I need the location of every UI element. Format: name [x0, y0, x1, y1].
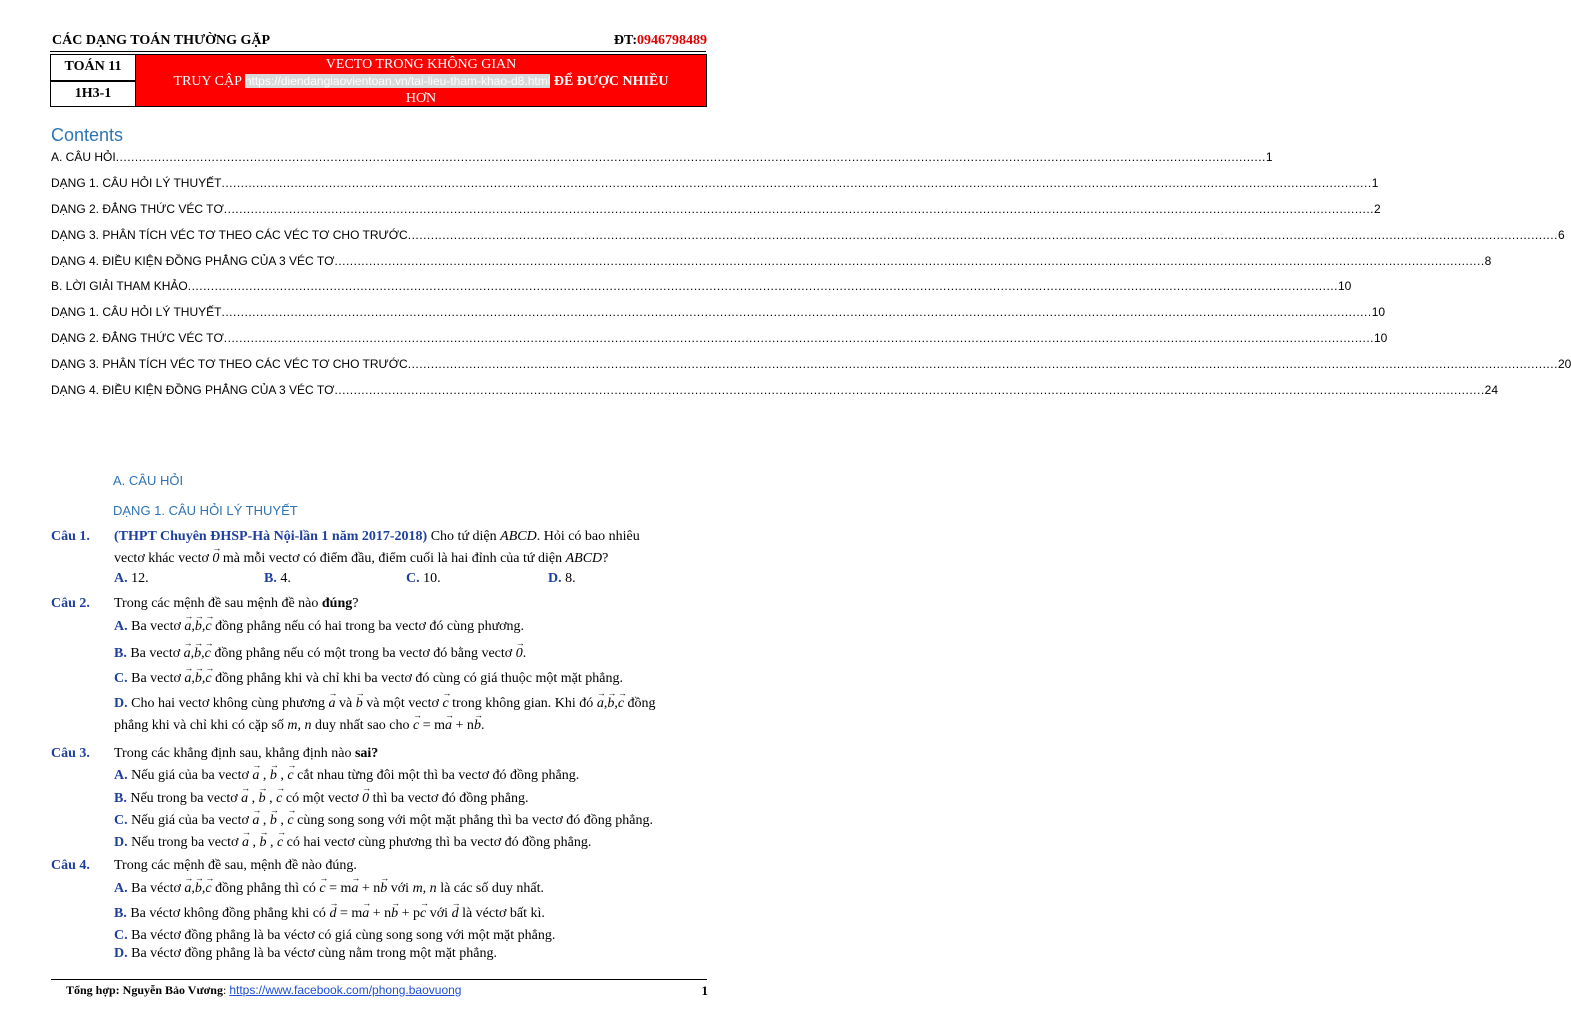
q2-label: Câu 2.: [51, 596, 90, 611]
toc-page: 1: [1265, 150, 1273, 164]
toc-page: 8: [1484, 253, 1492, 268]
q1-option-a: A. 12.: [114, 571, 149, 586]
toc-leader: ............................................................................................................................................................................................................................................................................................................: [223, 331, 1374, 346]
toc-entry[interactable]: [51, 175, 1379, 202]
q3-option-c: C. Nếu giá của ba vectơ → a , → b , → c cùng song song với một mặt phẳng thì ba vectơ đó đồng phẳng.: [114, 810, 709, 832]
banner-title: VECTO TRONG KHÔNG GIAN: [325, 57, 517, 72]
q4-option-d: D. Ba véctơ đồng phẳng là ba véctơ cùng nằm trong một mặt phẳng.: [114, 946, 498, 961]
q4-label: Câu 4.: [51, 858, 90, 873]
q3-option-d: D. Nếu trong ba vectơ → a , → b , → c có hai vectơ cùng phương thì ba vectơ đó đồng phẳng.: [114, 832, 709, 854]
toc-label: DẠNG 4. ĐIỀU KIỆN ĐỒNG PHẲNG CỦA 3 VÉC TƠ: [51, 383, 335, 398]
q1-option-d: D. 8.: [548, 571, 576, 586]
toc-label: B. LỜI GIẢI THAM KHẢO: [51, 279, 188, 294]
toc-page: 24: [1484, 383, 1499, 398]
toc-page: 10: [1371, 305, 1386, 320]
q1-text: (THPT Chuyên ĐHSP-Hà Nội-lần 1 năm 2017-2018) Cho tứ diện ABCD. Hỏi có bao nhiêu vectơ khác vectơ → 0 mà mỗi vectơ có điểm đầu, điểm cuối là hai đỉnh của tứ diện ABCD?: [114, 526, 709, 570]
banner-title-box: VECTO TRONG KHÔNG GIAN TRUY CẬP https://diendangiaovientoan.vn/tai-lieu-tham-khao-d8.html ĐỂ ĐƯỢC NHIỀU HƠN: [135, 54, 707, 107]
q4-option-a: A. Ba véctơ → a,→ b,→ c đồng phẳng thì có → c = m→ a + n→ b với m, n là các số duy nhất.: [114, 878, 709, 900]
toc-label: DẠNG 3. PHÂN TÍCH VÉC TƠ THEO CÁC VÉC TƠ CHO TRƯỚC: [51, 357, 408, 372]
lesson-code: 1H3-1: [50, 81, 135, 108]
header-title: CÁC DẠNG TOÁN THƯỜNG GẶP: [52, 33, 271, 48]
header-divider: [50, 51, 706, 52]
toc-page: 20: [1557, 357, 1571, 372]
toc-label: DẠNG 1. CÂU HỎI LÝ THUYẾT: [51, 175, 222, 190]
q4-option-b: B. Ba véctơ không đồng phẳng khi có → d = m→ a + n→ b + p→ c với → d là véctơ bất kì.: [114, 903, 709, 925]
q3-stem: Trong các khẳng định sau, khẳng định nào sai?: [114, 746, 379, 761]
toc-leader: ............................................................................................................................................................................................................................................................................................................: [334, 253, 1485, 268]
contents-title: Contents: [51, 125, 124, 145]
table-of-contents: [51, 150, 1571, 409]
toc-label: DẠNG 3. PHÂN TÍCH VÉC TƠ THEO CÁC VÉC TƠ CHO TRƯỚC: [51, 227, 408, 242]
q1-option-c: C. 10.: [406, 571, 441, 586]
q2-option-d: D. Cho hai vectơ không cùng phương → a và → b và một vectơ → c trong không gian. Khi đó → a,→ b,→ c đồng phẳng khi và chỉ khi có cặp số m, n duy nhất sao cho → c = m→ a + n→ b.: [114, 693, 709, 737]
toc-leader: ............................................................................................................................................................................................................................................................................................................: [407, 227, 1558, 242]
toc-entry[interactable]: [51, 201, 1381, 228]
section-a-heading[interactable]: A. CÂU HỎI: [113, 473, 184, 488]
toc-entry[interactable]: [51, 305, 1386, 331]
q2-option-c: C. Ba vectơ → a,→ b,→ c đồng phẳng khi và chỉ khi ba vectơ đó cùng có giá thuộc một mặt phẳng.: [114, 668, 709, 690]
toc-entry[interactable]: [51, 279, 1352, 305]
toc-page: 6: [1557, 227, 1565, 242]
q2-option-b: B. Ba vectơ → a,→ b,→ c đồng phẳng nếu có một trong ba vectơ đó bằng vectơ → 0.: [114, 643, 709, 665]
toc-leader: ............................................................................................................................................................................................................................................................................................................: [334, 383, 1485, 398]
q4-option-c: C. Ba véctơ đồng phẳng là ba véctơ có giá cùng song song với một mặt phẳng.: [114, 928, 556, 943]
facebook-link[interactable]: https://www.facebook.com/phong.baovuong: [229, 983, 462, 997]
toc-entry[interactable]: [51, 357, 1571, 383]
footer-divider: [51, 979, 707, 980]
q2-stem: Trong các mệnh đề sau mệnh đề nào đúng?: [114, 596, 359, 611]
toc-label: DẠNG 4. ĐIỀU KIỆN ĐỒNG PHẲNG CỦA 3 VÉC TƠ: [51, 253, 335, 268]
header-phone: ĐT:0946798489: [613, 33, 707, 48]
toc-entry[interactable]: [51, 331, 1388, 357]
toc-leader: ............................................................................................................................................................................................................................................................................................................: [115, 150, 1266, 164]
toc-entry[interactable]: [51, 253, 1492, 280]
q4-stem: Trong các mệnh đề sau, mệnh đề nào đúng.: [114, 858, 357, 873]
toc-page: 1: [1371, 175, 1379, 190]
toc-entry[interactable]: [51, 150, 1273, 176]
q1-options: [114, 568, 709, 590]
toc-page: 10: [1374, 331, 1388, 346]
page-number: 1: [701, 983, 708, 998]
toc-leader: ............................................................................................................................................................................................................................................................................................................: [221, 175, 1372, 190]
toc-entry[interactable]: [51, 227, 1565, 254]
toc-leader: ............................................................................................................................................................................................................................................................................................................: [221, 305, 1372, 320]
subject-box: [50, 54, 135, 107]
toc-label: DẠNG 2. ĐẲNG THỨC VÉC TƠ: [51, 201, 224, 216]
q3-option-a: A. Nếu giá của ba vectơ → a , → b , → c cắt nhau từng đôi một thì ba vectơ đó đồng phẳng.: [114, 765, 709, 787]
toc-page: 10: [1337, 279, 1352, 294]
toc-page: 2: [1374, 201, 1381, 216]
banner-link[interactable]: https://diendangiaovientoan.vn/tai-lieu-tham-khao-d8.html: [244, 74, 551, 88]
q1-label: Câu 1.: [51, 529, 90, 544]
toc-label: A. CÂU HỎI: [51, 150, 116, 164]
q3-option-b: B. Nếu trong ba vectơ → a , → b , → c có một vectơ → 0 thì ba vectơ đó đồng phẳng.: [114, 788, 709, 810]
q1-option-b: B. 4.: [264, 571, 291, 586]
toc-leader: ............................................................................................................................................................................................................................................................................................................: [187, 279, 1338, 294]
toc-leader: ............................................................................................................................................................................................................................................................................................................: [407, 357, 1558, 372]
subject-label: TOÁN 11: [50, 54, 135, 81]
q3-label: Câu 3.: [51, 746, 90, 761]
section-d1-heading[interactable]: DẠNG 1. CÂU HỎI LÝ THUYẾT: [113, 503, 298, 518]
title-banner: [50, 54, 707, 107]
toc-label: DẠNG 2. ĐẲNG THỨC VÉC TƠ: [51, 331, 224, 346]
q2-option-a: A. Ba vectơ → a,→ b,→ c đồng phẳng nếu có hai trong ba vectơ đó cùng phương.: [114, 616, 709, 638]
toc-label: DẠNG 1. CÂU HỎI LÝ THUYẾT: [51, 305, 222, 320]
toc-leader: ............................................................................................................................................................................................................................................................................................................: [223, 201, 1374, 216]
footer-credit: Tổng hợp: Nguyễn Bảo Vương: https://www.facebook.com/phong.baovuong: [66, 983, 462, 997]
toc-entry[interactable]: [51, 383, 1499, 409]
